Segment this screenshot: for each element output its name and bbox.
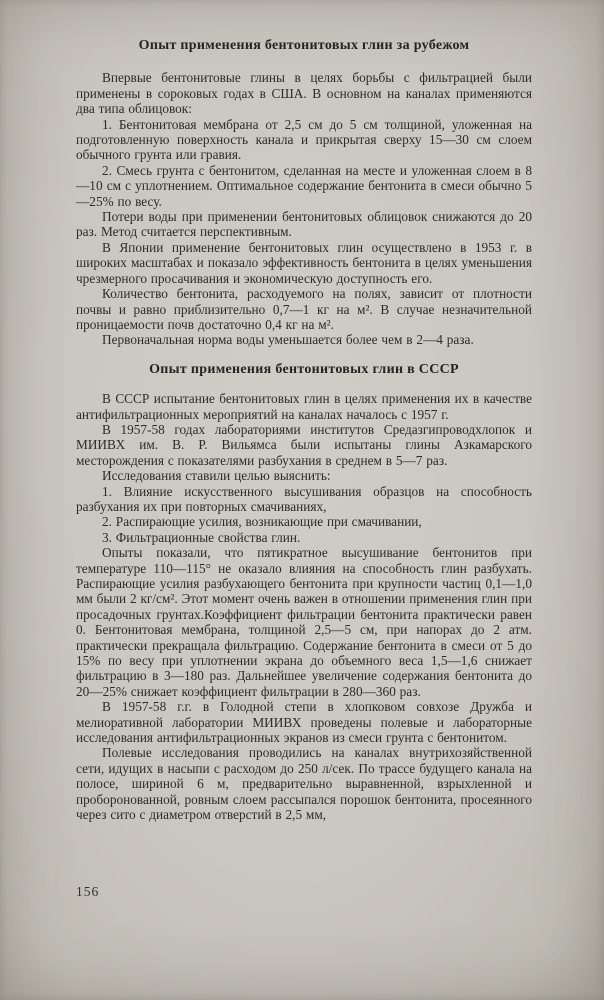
paragraph: Первоначальная норма воды уменьшается более чем в 2—4 раза. [102, 332, 474, 348]
paragraph: Опыты показали, что пятикратное высушивание бентонитов при температуре 110—115° не оказало влияния на способность глин разбухать. Распирающие усилия разбухающего бентонита при крупности частиц 0,1—1,0 мм были 2 кг/см². Этот момент очень важен в отношении применения глин при просадочных грунтах.Коэффициент фильтрации бентонита практически равен 0. Бентонитовая мембрана, толщиной 2,5—5 см, при напорах до 2 атм. практически прекращала фильтрацию. Содержание бентонита в смеси от 5 до 15% по весу при уплотнении экрана до объемного веса 1,5—1,6 снижает фильтрацию в 3—180 раз. Дальнейшее увеличение содержания бентонита до 20—25% снижает коэффициент фильтрации в 280—360 раз. [76, 545, 532, 699]
paragraph: 1. Влияние искусственного высушивания образцов на способность разбухания их при повторных смачиваниях, [76, 483, 532, 514]
paragraph: В 1957-58 годах лабораториями институтов Средазгипроводхлопок и МИИВХ им. В. Р. Вильямса были испытаны глины Азкамарского месторождения с показателями разбухания в среднем в 5—7 раз. [76, 421, 532, 468]
paragraph: Количество бентонита, расходуемого на полях, зависит от плотности почвы и равно приблизительно 0,7—1 кг на м². В случае незначительной проницаемости почв достаточно 0,4 кг на м². [76, 286, 532, 332]
section-heading-foreign: Опыт применения бентонитовых глин за рубежом [138, 38, 470, 53]
paragraph: 1. Бентонитовая мембрана от 2,5 см до 5 см толщиной, уложенная на подготовленную поверхность канала и прикрытая сверху 15—30 см слоем обычного грунта или гравия. [76, 116, 532, 163]
paragraph: В 1957-58 г.г. в Голодной степи в хлопковом совхозе Дружба и мелиоративной лаборатории МИИВХ проведены полевые и лабораторные исследования антифильтрационных экранов из смеси грунта с бентонитом. [76, 699, 532, 746]
paragraph: Полевые исследования проводились на каналах внутрихозяйственной сети, идущих в насыпи с расходом до 250 л/сек. По трассе будущего канала на полосе, шириной 6 м, предварительно выравненной, взрыхленной и проборонованной, ровным слоем рассыпался порошок бентонита, просеянного через сито с диаметром отверстий в 2,5 мм, [76, 745, 532, 823]
paragraph: Впервые бентонитовые глины в целях борьбы с фильтрацией были применены в сороковых годах в США. В основном на каналах применяются два типа облицовок: [76, 70, 532, 117]
paragraph: 2. Распирающие усилия, возникающие при смачивании, [102, 514, 422, 530]
paragraph: В СССР испытание бентонитовых глин в целях применения их в качестве антифильтрационных мероприятий на каналах началось с 1957 г. [76, 391, 532, 422]
paragraph: Потери воды при применении бентонитовых облицовок снижаются до 20 раз. Метод считается перспективным. [76, 209, 532, 240]
paragraph: Исследования ставили целью выяснить: [102, 468, 331, 484]
paragraph: 2. Смесь грунта с бентонитом, сделанная на месте и уложенная слоем в 8—10 см с уплотнением. Оптимальное содержание бентонита в смеси обычно 5—25% по весу. [76, 162, 532, 209]
paragraph: В Японии применение бентонитовых глин осуществлено в 1953 г. в широких масштабах и показало эффективность бентонита в целях уменьшения чрезмерного просачивания и экономическую доступность его. [76, 239, 532, 286]
section-heading-ussr: Опыт применения бентонитовых глин в СССР [149, 361, 459, 377]
page-number: 156 [76, 884, 100, 899]
paragraph: 3. Фильтрационные свойства глин. [102, 529, 301, 545]
